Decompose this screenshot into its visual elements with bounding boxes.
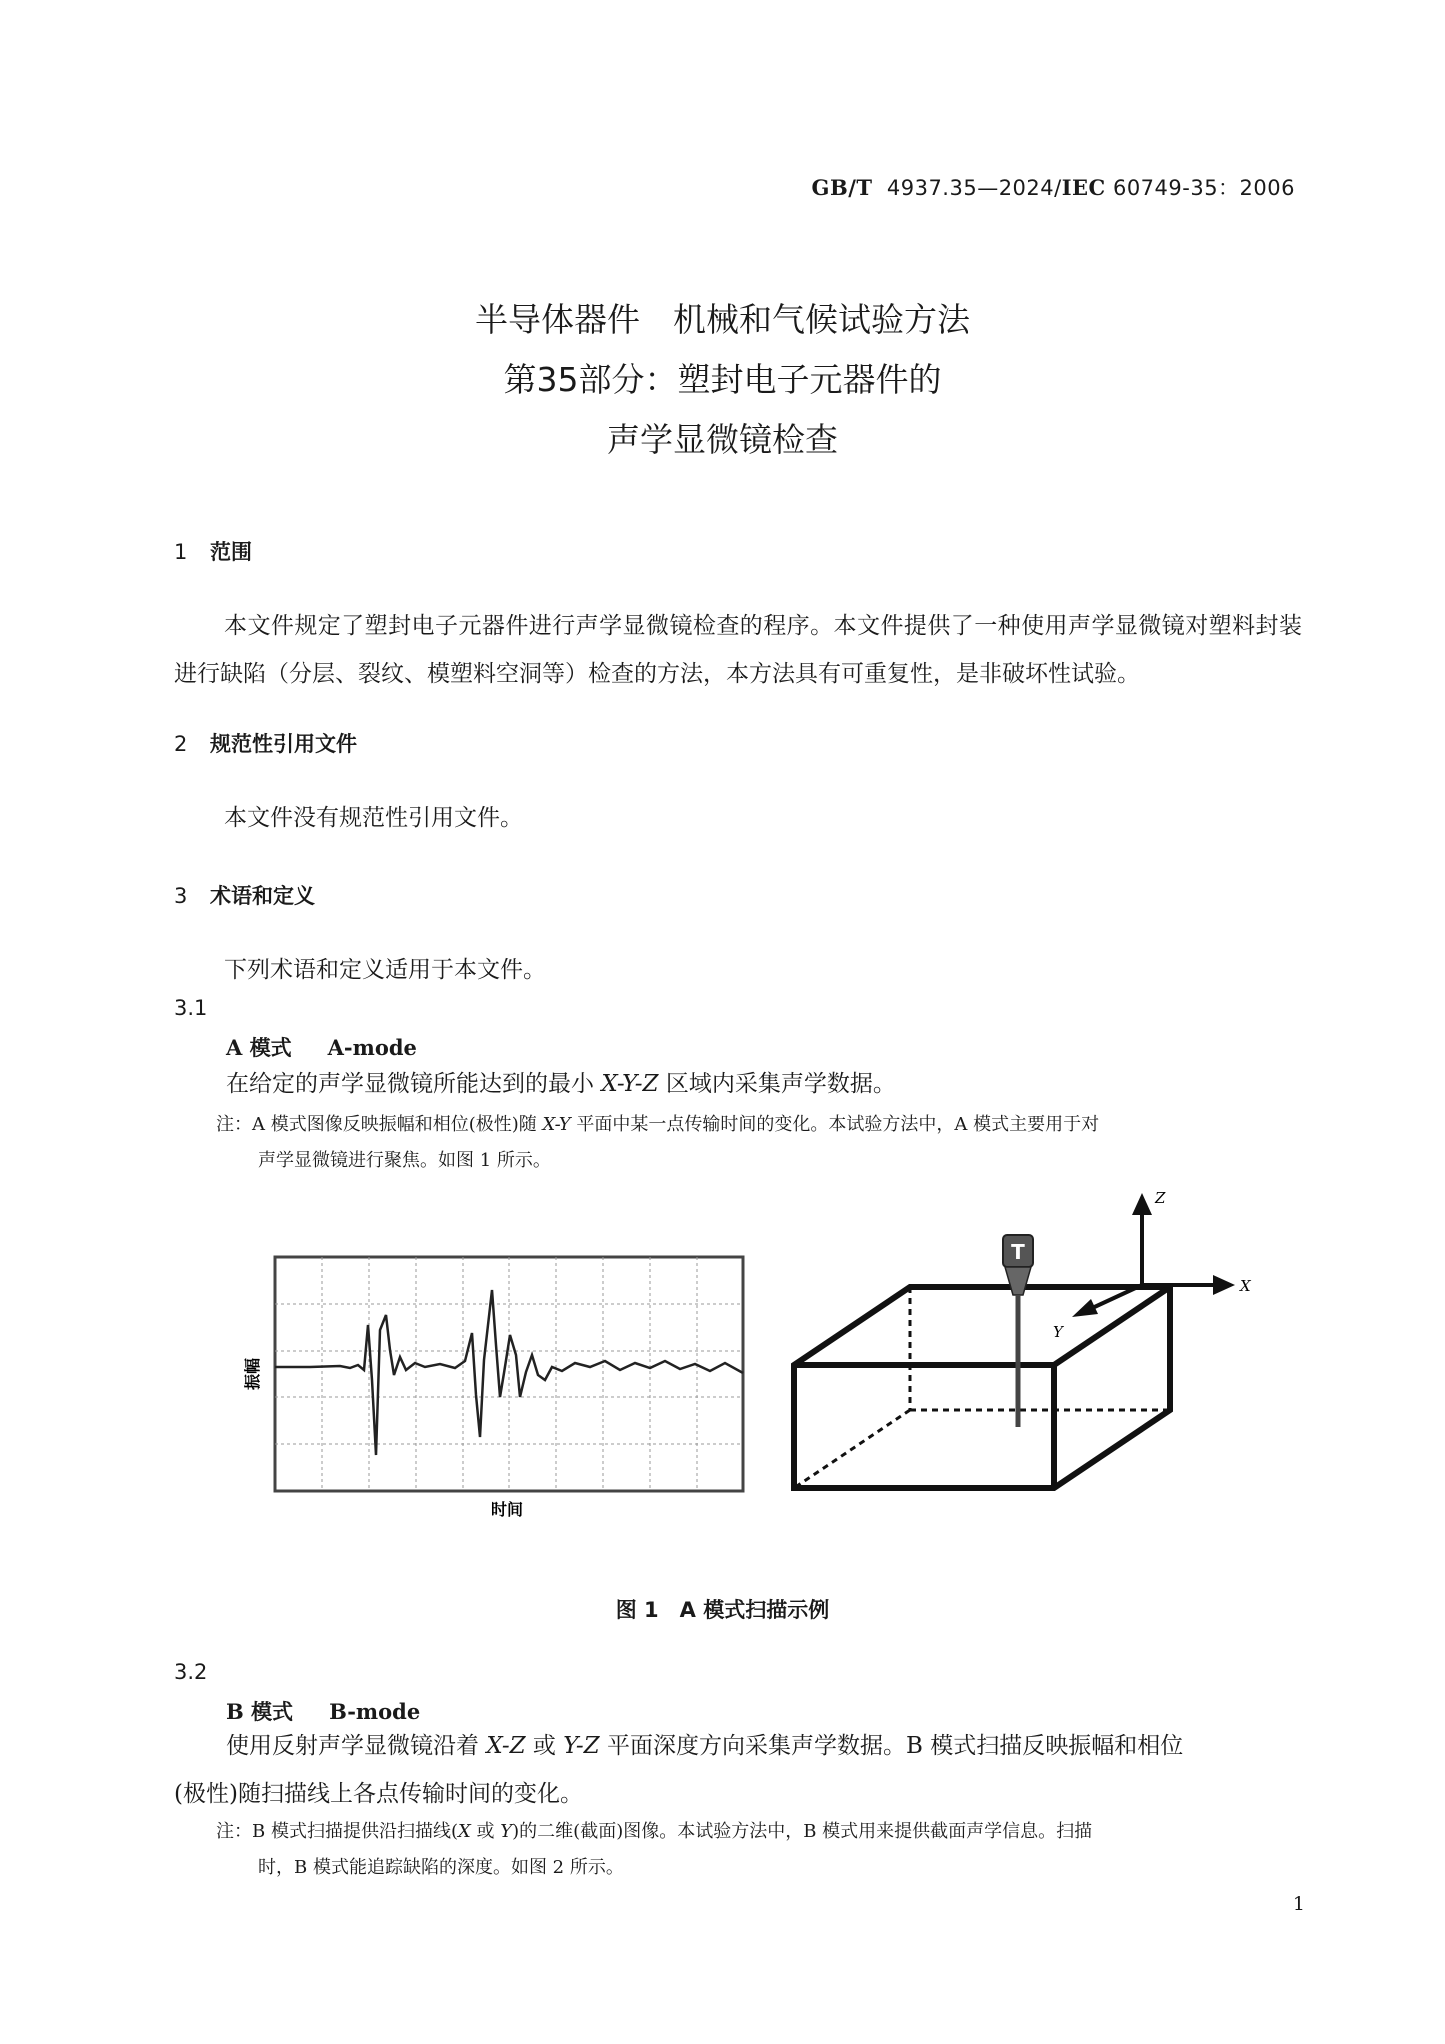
standard-number: GB/T 4937.35—2024/IEC 60749-35：2006 — [811, 175, 1295, 200]
a-mode-waveform-plot — [243, 1257, 743, 1519]
section-2-paragraph: 本文件没有规范性引用文件。 — [224, 805, 523, 831]
term-number-3-2: 3.2 — [174, 1660, 208, 1684]
section-heading-1: 1 范围 — [174, 540, 252, 564]
term-3-1-note: 注：A 模式图像反映振幅和相位(极性)随 X-Y 平面中某一点传输时间的变化。本试验方法中，A 模式主要用于对 声学显微镜进行聚焦。如图 1 所示。 — [216, 1114, 1100, 1171]
term-number-3-1: 3.1 — [174, 996, 208, 1020]
term-3-2: B 模式 B-mode — [226, 1699, 421, 1724]
term-3-1: A 模式 A-mode — [226, 1035, 417, 1060]
section-heading-3: 3 术语和定义 — [174, 884, 315, 908]
section-heading-2: 2 规范性引用文件 — [174, 732, 357, 756]
document-title-line1: 半导体器件 机械和气候试验方法 — [475, 300, 970, 339]
transducer-probe-icon — [1003, 1235, 1033, 1427]
axis-z-label: Z — [1155, 1189, 1166, 1207]
axis-y-label: Y — [1053, 1323, 1063, 1341]
waveform-y-axis-label: 振幅 — [243, 1357, 262, 1391]
waveform-x-axis-label: 时间 — [490, 1500, 524, 1519]
sample-box-diagram — [794, 1287, 1170, 1488]
document-title-line3: 声学显微镜检查 — [607, 420, 838, 459]
section-3-paragraph: 下列术语和定义适用于本文件。 — [224, 957, 546, 983]
figure-1-caption: 图 1 A 模式扫描示例 — [615, 1598, 830, 1622]
axis-x-label: X — [1240, 1277, 1251, 1295]
section-1-paragraph: 本文件规定了塑封电子元器件进行声学显微镜检查的程序。本文件提供了一种使用声学显微镜对塑料封装进行缺陷（分层、裂纹、模塑料空洞等）检查的方法，本方法具有可重复性，是非破坏性试验。 — [174, 613, 1302, 687]
term-3-2-note: 注：B 模式扫描提供沿扫描线(X 或 Y)的二维(截面)图像。本试验方法中，B 模式用来提供截面声学信息。扫描 时，B 模式能追踪缺陷的深度。如图 2 所示。 — [216, 1821, 1093, 1878]
term-3-2-definition: 使用反射声学显微镜沿着 X-Z 或 Y-Z 平面深度方向采集声学数据。B 模式扫描反映振幅和相位 (极性)随扫描线上各点传输时间的变化。 — [174, 1733, 1184, 1807]
figure-1 — [240, 1175, 1260, 1555]
document-title-line2: 第35部分：塑封电子元器件的 — [503, 360, 942, 399]
term-3-1-definition: 在给定的声学显微镜所能达到的最小 X-Y-Z 区域内采集声学数据。 — [226, 1071, 896, 1097]
page-number: 1 — [1292, 1893, 1305, 1915]
probe-letter: T — [1011, 1240, 1025, 1264]
